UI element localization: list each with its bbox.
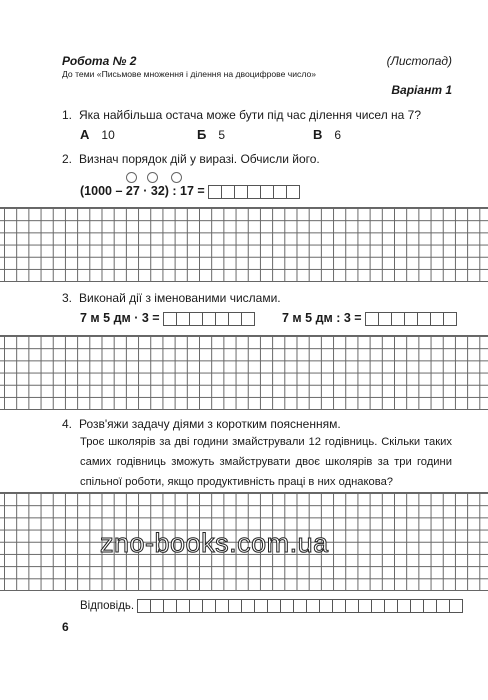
answer-cells[interactable] — [138, 599, 463, 613]
task-1 — [62, 108, 421, 122]
task-text: Визнач порядок дій у виразі. Обчисли його. — [79, 152, 320, 166]
topic-line: До теми «Письмове множення і ділення на двоцифрове число» — [62, 69, 317, 79]
option-letter: Б — [197, 127, 207, 142]
order-circle-3[interactable] — [171, 172, 182, 183]
expression: 7 м 5 дм · 3 = — [80, 311, 160, 325]
answer-line — [80, 599, 463, 613]
task-4 — [62, 417, 341, 431]
task-number: 4. — [62, 417, 73, 431]
task-number: 2. — [62, 152, 73, 166]
expression: 7 м 5 дм : 3 = — [282, 311, 362, 325]
watermark: zno-books.com.ua — [100, 528, 329, 558]
expression: (1000 – 27 · 32) : 17 = — [80, 184, 205, 198]
order-circle-1[interactable] — [126, 172, 137, 183]
task-text: Виконай дії з іменованими числами. — [79, 291, 281, 305]
task-number: 3. — [62, 291, 73, 305]
expression-line — [80, 184, 300, 199]
option-value: 5 — [218, 128, 226, 142]
answer-cells[interactable] — [209, 185, 300, 199]
task-3 — [62, 291, 281, 305]
option-b[interactable] — [197, 127, 225, 142]
task-text: Яка найбільша остача може бути під час ділення чисел на 7? — [79, 108, 422, 122]
option-c[interactable] — [313, 127, 341, 142]
expression-line-2 — [282, 311, 457, 326]
order-circle-2[interactable] — [147, 172, 158, 183]
option-value: 10 — [101, 128, 115, 142]
problem-text: Троє школярів за дві години змайстрували 12 годівниць. Скільки таких самих годівниць зможуть змайструвати двоє школярів за три години спільної роботи, якщо продуктивність праці в них однакова? — [80, 436, 452, 488]
month-label: (Листопад) — [386, 54, 452, 68]
option-letter: В — [313, 127, 323, 142]
variant-label: Варіант 1 — [391, 83, 452, 97]
option-value: 6 — [334, 128, 342, 142]
task-2 — [62, 152, 320, 166]
option-a[interactable] — [80, 127, 115, 142]
task-number: 1. — [62, 108, 73, 122]
work-title: Робота № 2 — [62, 54, 137, 68]
answer-cells[interactable] — [366, 312, 457, 326]
work-grid-2[interactable] — [0, 335, 488, 410]
expression-line-1 — [80, 311, 255, 326]
option-letter: А — [80, 127, 90, 142]
task-text: Розв'яжи задачу діями з коротким поясненням. — [79, 417, 341, 431]
page-number: 6 — [62, 620, 69, 634]
work-grid-1[interactable] — [0, 207, 488, 282]
answer-label: Відповідь. — [80, 600, 135, 613]
answer-cells[interactable] — [164, 312, 255, 326]
